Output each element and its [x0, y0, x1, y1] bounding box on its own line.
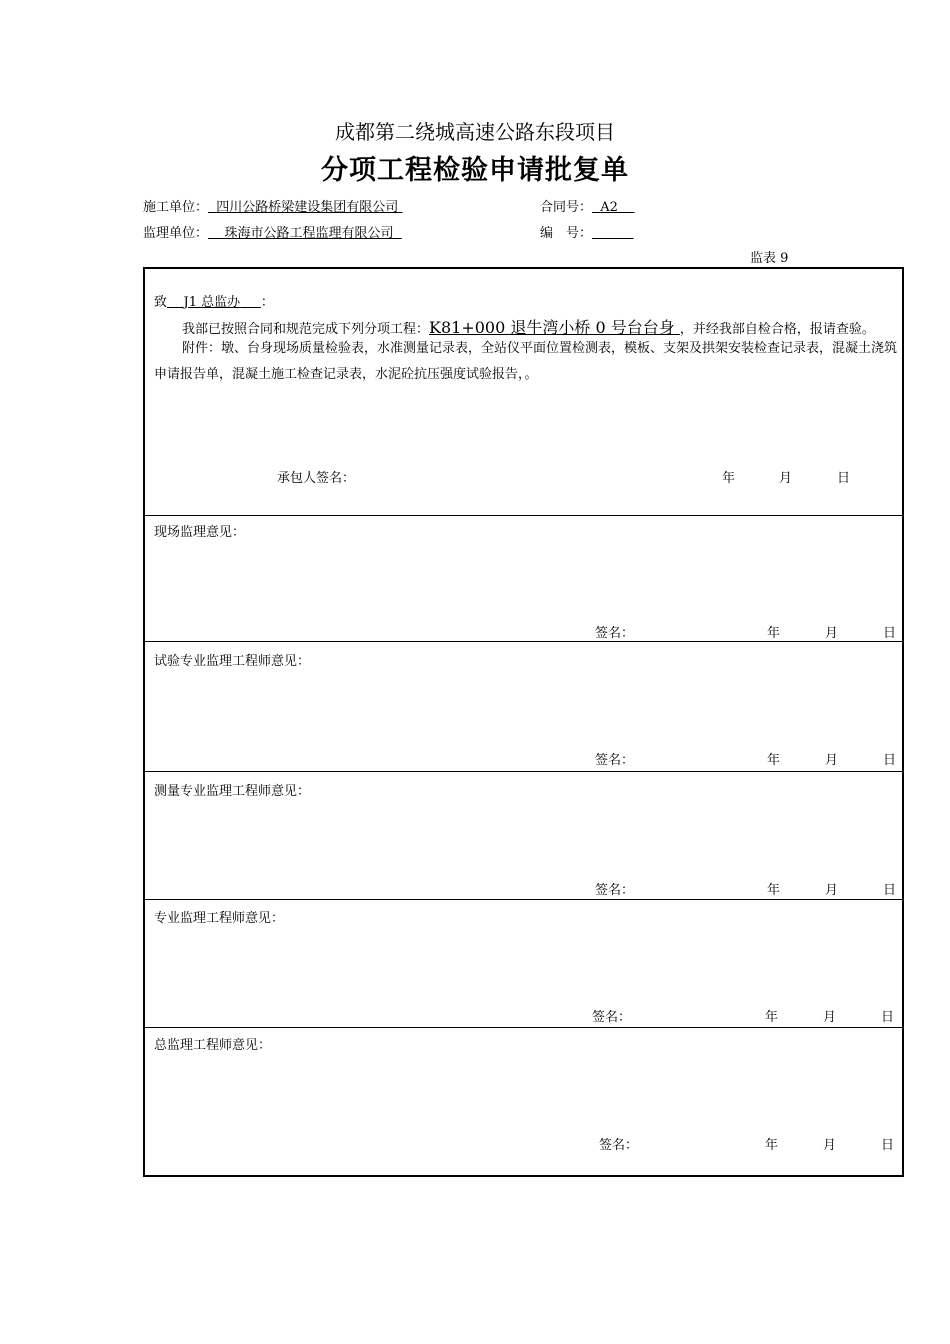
contract-no-row [540, 196, 634, 215]
contractor-row [143, 196, 402, 215]
project-name: K81+000 退牛湾小桥 0 号台台身 [429, 318, 675, 337]
date-year: 年 [765, 1138, 779, 1153]
date-year: 年 [722, 471, 736, 486]
approval-form [143, 267, 904, 1177]
date-year: 年 [767, 626, 781, 641]
date-year: 年 [765, 1010, 779, 1025]
contractor-signature-label: 承包人签名： [277, 471, 356, 486]
date-day: 日 [883, 753, 897, 768]
survey-engineer-section [145, 771, 902, 900]
section-title: 总监理工程师意见： [154, 1038, 272, 1053]
serial-label: 编 号： [540, 226, 593, 241]
signature-label: 签名： [592, 1010, 632, 1025]
date-day: 日 [883, 626, 897, 641]
request-body: 我部已按照合同和规范完成下列分项工程：K81+000 退牛湾小桥 0 号台台身 ，并经我部自检合格，报请查验。 [182, 318, 875, 337]
date-month: 月 [823, 1138, 837, 1153]
date-year: 年 [767, 753, 781, 768]
chief-engineer-section [145, 1027, 902, 1176]
date-month: 月 [825, 626, 839, 641]
date-day: 日 [883, 883, 897, 898]
supervisor-row [143, 222, 402, 241]
date-month: 月 [823, 1010, 837, 1025]
site-supervisor-section [145, 515, 902, 642]
form-code: 监表 9 [750, 251, 789, 266]
contractor-label: 施工单位： [143, 200, 209, 215]
document-title: 分项工程检验申请批复单 [321, 155, 629, 186]
serial-value [592, 226, 633, 241]
date-month: 月 [825, 753, 839, 768]
date-day: 日 [881, 1010, 895, 1025]
project-title: 成都第二绕城高速公路东段项目 [335, 120, 615, 144]
supervisor-value: 珠海市公路工程监理有限公司 [224, 226, 394, 241]
attachments-text: 附件：墩、台身现场质量检验表，水准测量记录表，全站仪平面位置检测表，模板、支架及拱架安装检查记录表，混凝土浇筑申请报告单，混凝土施工检查记录表，水泥砼抗压强度试验报告，。 [154, 341, 898, 382]
section-title: 试验专业监理工程师意见： [154, 654, 311, 669]
date-month: 月 [779, 471, 793, 486]
test-engineer-section [145, 641, 902, 772]
date-day: 日 [881, 1138, 895, 1153]
supervisor-label: 监理单位： [143, 226, 209, 241]
request-section [145, 269, 902, 515]
date-year: 年 [767, 883, 781, 898]
specialty-engineer-section [145, 899, 902, 1028]
addressee-value: J1 总监办 [183, 295, 241, 310]
signature-label: 签名： [595, 626, 635, 641]
addressee-line: 致 J1 总监办 ： [154, 295, 274, 310]
date-day: 日 [837, 471, 851, 486]
serial-row [540, 222, 633, 241]
signature-label: 签名： [595, 753, 635, 768]
date-month: 月 [825, 883, 839, 898]
contractor-value: 四川公路桥梁建设集团有限公司 [216, 200, 399, 215]
signature-label: 签名： [595, 883, 635, 898]
section-title: 专业监理工程师意见： [154, 911, 285, 926]
contract-no-value: A2 [600, 200, 618, 215]
section-title: 现场监理意见： [154, 525, 246, 540]
signature-label: 签名： [599, 1138, 639, 1153]
section-title: 测量专业监理工程师意见： [154, 784, 311, 799]
contract-no-label: 合同号： [540, 200, 593, 215]
